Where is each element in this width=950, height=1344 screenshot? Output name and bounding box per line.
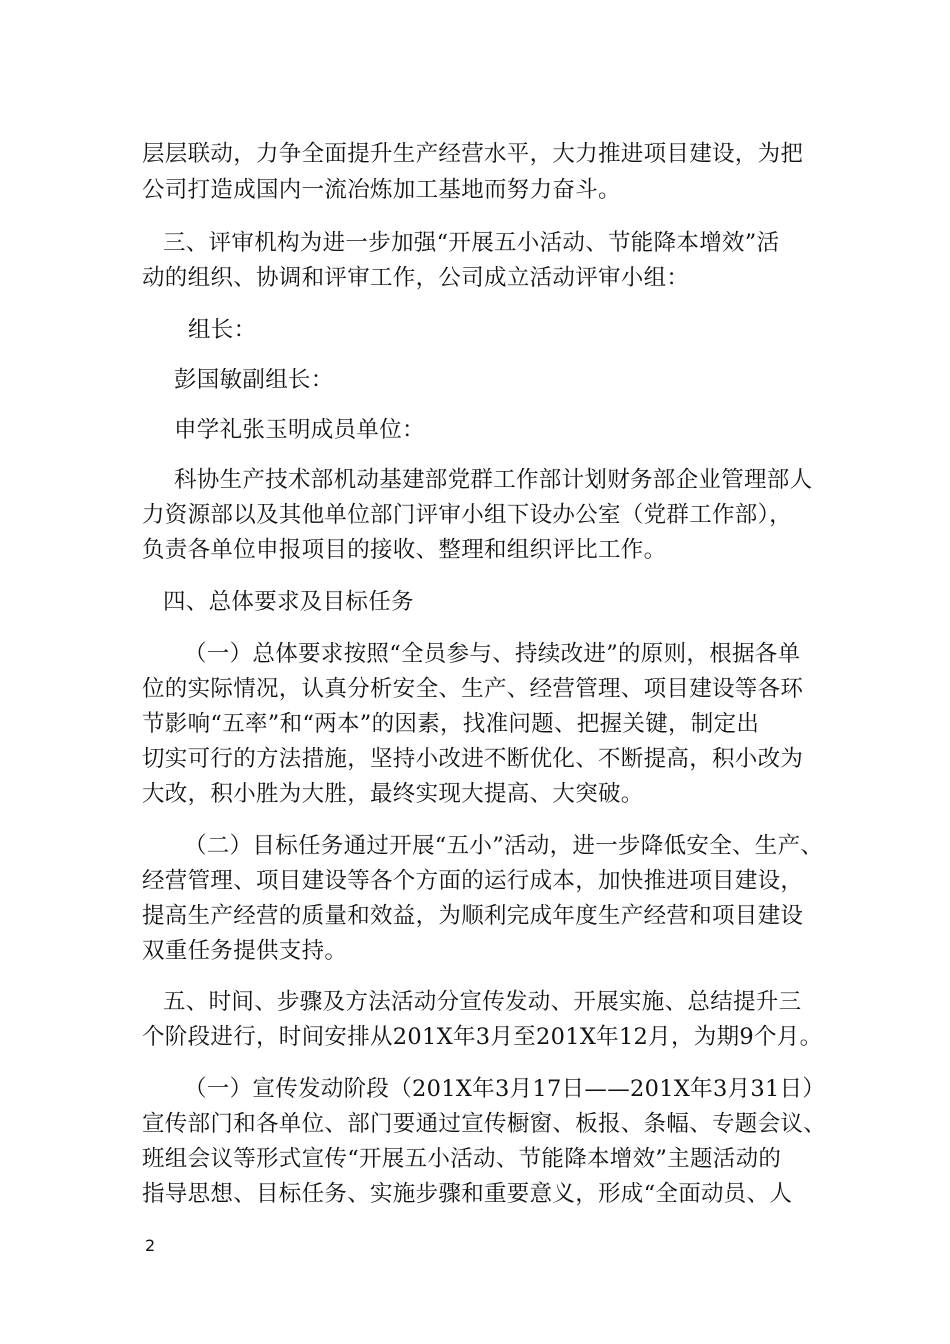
text-line: 节影响“五率”和“两本”的因素，找准问题、把握关键，制定出 bbox=[142, 711, 760, 737]
text-line: 科协生产技术部机动基建部党群工作部计划财务部企业管理部人 bbox=[174, 467, 813, 493]
text-line: 三、评审机构为进一步加强“开展五小活动、节能降本增效”活 bbox=[163, 230, 780, 256]
text-line: 宣传部门和各单位、部门要通过宣传橱窗、板报、条幅、专题会议、 bbox=[142, 1111, 827, 1137]
text-line: 层层联动，力争全面提升生产经营水平，大力推进项目建设，为把 bbox=[142, 141, 804, 167]
text-line: 五、时间、步骤及方法活动分宣传发动、开展实施、总结提升三 bbox=[163, 989, 802, 1015]
text-line: 提高生产经营的质量和效益，为顺利完成年度生产经营和项目建设 bbox=[142, 903, 804, 929]
text-line: 经营管理、项目建设等各个方面的运行成本，加快推进项目建设， bbox=[142, 868, 804, 894]
text-line: 彭国敏副组长： bbox=[174, 367, 334, 393]
text-line: 双重任务提供支持。 bbox=[142, 938, 348, 964]
page-number: 2 bbox=[145, 1236, 156, 1255]
text-line: 切实可行的方法措施，坚持小改进不断优化、不断提高，积小改为 bbox=[142, 746, 804, 772]
text-line: （一）总体要求按照“全员参与、持续改进”的原则，根据各单 bbox=[184, 641, 801, 667]
text-line: （二）目标任务通过开展“五小”活动，进一步降低安全、生产、 bbox=[184, 833, 824, 859]
text-line: 力资源部以及其他单位部门评审小组下设办公室（党群工作部）， bbox=[142, 502, 792, 528]
text-line: 负责各单位申报项目的接收、整理和组织评比工作。 bbox=[142, 537, 667, 563]
text-line: 位的实际情况，认真分析安全、生产、经营管理、项目建设等各环 bbox=[142, 676, 804, 702]
text-line: 组长： bbox=[188, 317, 257, 343]
text-line: （一）宣传发动阶段（201X年3月17日——201X年3月31日） bbox=[184, 1076, 826, 1102]
text-line: 大改，积小胜为大胜，最终实现大提高、大突破。 bbox=[142, 781, 644, 807]
text-line: 申学礼张玉明成员单位： bbox=[174, 417, 425, 443]
text-line: 指导思想、目标任务、实施步骤和重要意义，形成“全面动员、人 bbox=[142, 1181, 793, 1207]
text-line: 动的组织、协调和评审工作，公司成立活动评审小组： bbox=[142, 265, 690, 291]
text-line: 公司打造成国内一流冶炼加工基地而努力奋斗。 bbox=[142, 177, 621, 203]
text-line: 班组会议等形式宣传“开展五小活动、节能降本增效”主题活动的 bbox=[142, 1146, 782, 1172]
text-line: 四、总体要求及目标任务 bbox=[163, 589, 414, 615]
text-line: 个阶段进行，时间安排从201X年3月至201X年12月，为期9个月。 bbox=[142, 1024, 823, 1050]
